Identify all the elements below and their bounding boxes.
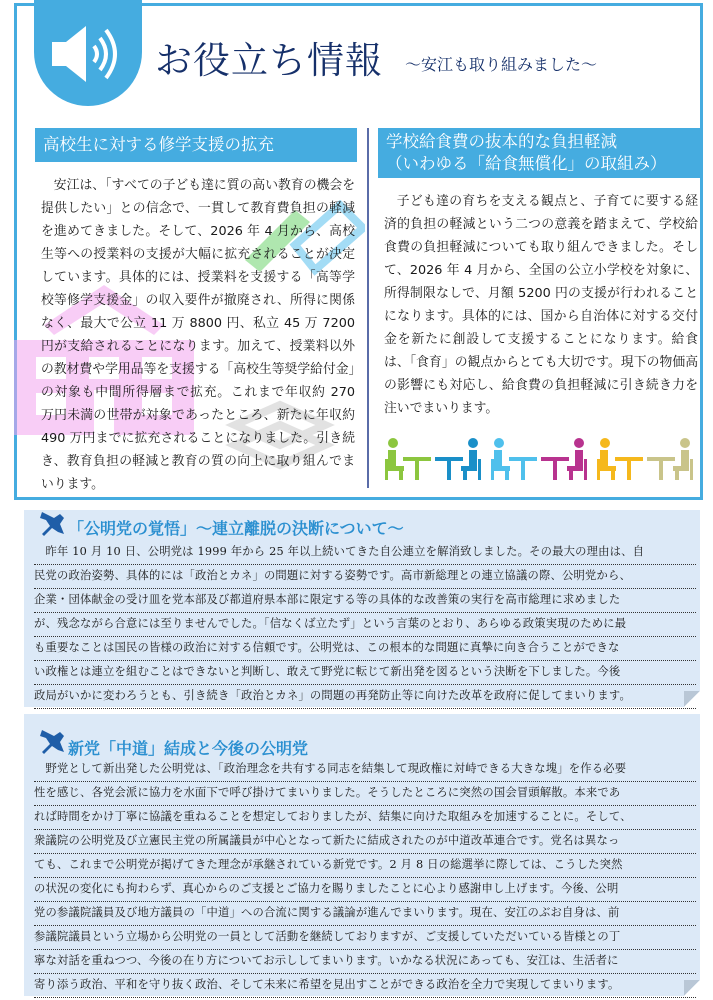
diner-icon [597,437,643,481]
note-line: 昨年 10 月 10 日、公明党は 1999 年から 25 年以上続いてきた自公連立を解消致しました。その最大の理由は、自 [34,541,696,565]
page-subtitle: ～安江も取り組みました～ [405,55,598,74]
page-title: お役立ち情報 [155,39,383,82]
dining-illustrations [385,437,693,481]
note-new-party [24,714,700,996]
section-high-school-support [35,128,357,496]
note-body [34,758,696,998]
note-line: 参議院議員という立場から公明党の一員として活動を継続しておりますが、ご支援していただいている皆様との丁 [34,926,696,950]
diner-icon [385,437,431,481]
note-line: 寄り添う政治、平和を守り抜く政治、そして未来に希望を見出すことができる政治を全力で実現してまいります。 [34,974,696,998]
speaker-badge [34,0,142,106]
note-line: 性を感じ、各党会派に協力を水面下で呼び掛けてまいりました。そうしたところに突然の国会冒頭解散。本来であ [34,782,696,806]
note-line: ても、これまで公明党が掲げてきた理念が承継されている新党です。2 月 8 日の総選挙に際しては、こうした突然 [34,854,696,878]
speaker-icon [46,22,130,86]
section-school-lunch [378,128,700,420]
note-line: い政権とは連立を組むことはできないと判断し、敢えて野党に転じて新出発を図るという決断を下しました。今後 [34,661,696,685]
page-curl-shadow [684,691,700,707]
note-line: れば時間をかけ丁寧に協議を重ねることを想定しておりましたが、結集に向けた取組みを加速することに。そして、 [34,806,696,830]
section-heading-line2: （いわゆる「給食無償化」の取組み） [386,153,667,173]
section-heading: 高校生に対する修学支援の拡充 [35,128,357,162]
diner-icon [647,437,693,481]
section-body: 安江は、「すべての子ども達に質の高い教育の機会を提供したい」との信念で、一貫して教育費負担の軽減を進めてきました。そして、2026 年 4 月から、高校生等への授業料の支援が大幅に拡充されることが決定しています。具体的には、授業料を支援する「高等学校等修学支援金」の収入要件が撤廃され、所得に関係なく、最大で公立 11 万 8800 円、私立 45 万 7200 円が支給されることになります。加えて、授業料以外の教材費や学用品等を支援する「高校生等奨学給付金」の対象も中間所得層まで拡充。これまで年収約 270 万円未満の世帯が対象であったところ、新たに年収約 490 万円までに拡充されることになりました。引き続き、教育負担の軽減と教育の質の向上に取り組んでまいります。 [41,178,355,492]
note-line: も重要なことは国民の皆様の政治に対する信頼です。公明党は、この根本的な問題に真摯に向き合うことができな [34,637,696,661]
page-curl-shadow [684,980,700,996]
section-heading [378,128,700,178]
diner-icon [491,437,537,481]
note-line: 企業・団体献金の受け皿を党本部及び都道府県本部に限定する等の具体的な改善策の実行を高市総理に求めました [34,589,696,613]
note-body [34,541,696,709]
note-title: 「公明党の覚悟」～連立離脱の決断について～ [68,519,404,538]
note-line: 衆議院の公明党及び立憲民主党の所属議員が中心となって新たに結成されたのが中道改革連合です。党名は異なっ [34,830,696,854]
note-line: が、残念ながら合意には至りませんでした。「信なくば立たず」という言葉のとおり、あらゆる政策実現のために最 [34,613,696,637]
diner-pair [491,437,587,481]
diner-pair [597,437,693,481]
pushpin-icon [38,728,66,756]
diner-icon [541,437,587,481]
note-coalition-exit [24,510,700,707]
note-title: 新党「中道」結成と今後の公明党 [68,739,309,758]
section-body: 子ども達の育ちを支える観点と、子育てに要する経済的負担の軽減という二つの意義を踏まえて、学校給食費の負担軽減についても取り組んできました。そして、2026 年 4 月から、全国の公立小学校を対象に、所得制限なしで、月額 5200 円の支援が行われることになります。具体的には、国から自治体に対する交付金を新たに創設して支援することになります。給食は、「食育」の観点からとても大切です。現下の物価高の影響にも対応し、給食費の負担軽減に引き続き力を注いでまいります。 [384,194,698,416]
note-line: 民党の政治姿勢、具体的には「政治とカネ」の問題に対する姿勢です。高市新総理との連立協議の際、公明党から、 [34,565,696,589]
diner-pair [385,437,481,481]
note-line: 野党として新出発した公明党は、「政治理念を共有する同志を結集して現政権に対峙できる大きな塊」を作る必要 [34,758,696,782]
note-line: 政局がいかに変わろうとも、引き続き「政治とカネ」の問題の再発防止等に向けた改革を政府に促してまいります。 [34,685,696,709]
note-line: の状況の変化にも拘わらず、真心からのご支援とご協力を賜りましたことに心より感謝申し上げます。今後、公明 [34,878,696,902]
note-line: 党の参議院議員及び地方議員の「中道」への合流に関する議論が進んでまいります。現在、安江のぶお自身は、前 [34,902,696,926]
diner-icon [435,437,481,481]
column-divider [367,128,369,488]
note-line: 寧な対話を重ねつつ、今後の在り方についてお示ししてまいります。いかなる状況にあっても、安江は、生活者に [34,950,696,974]
section-heading-line1: 学校給食費の抜本的な負担軽減 [386,132,617,151]
pushpin-icon [38,510,66,538]
